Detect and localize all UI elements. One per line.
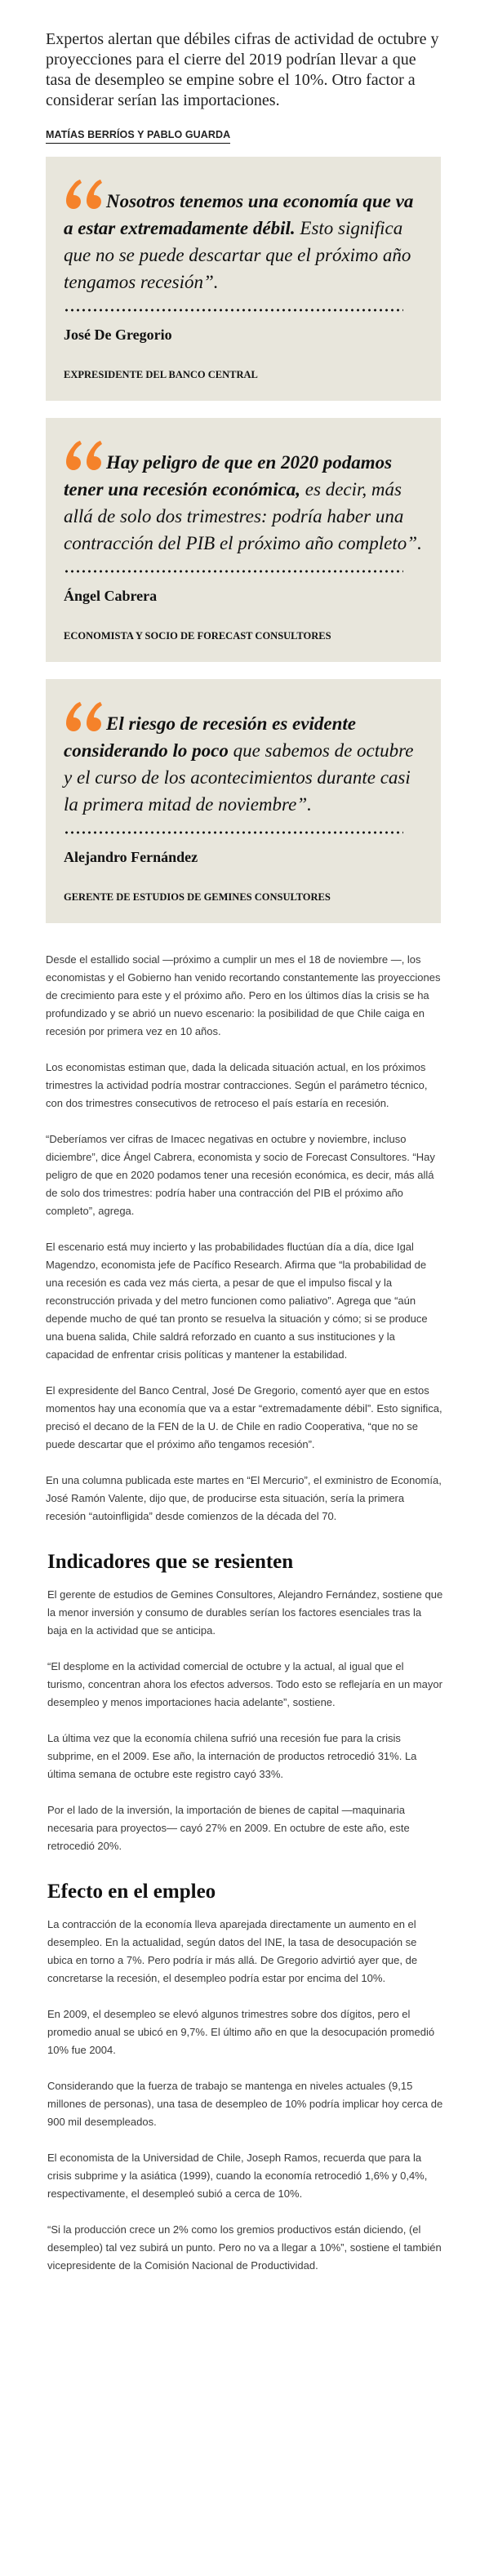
article-body — [46, 951, 442, 2275]
body-paragraph: “Si la producción crece un 2% como los gremios productivos están diciendo, (el desempleo) tal vez subirá un punto. Pero no va a llegar a 10%”, sostiene el también vicepresidente de la Comisión Nacional de Productividad. — [47, 2223, 442, 2272]
body-paragraph: En una columna publicada este martes en “El Mercurio”, el exministro de Economía, José Ramón Valente, dijo que, de producirse esta situación, sería la primera recesión “autoinfligida” desde comienzos de la década del 70. — [46, 1474, 442, 1522]
dotted-divider — [64, 309, 403, 312]
body-paragraph: La contracción de la economía lleva aparejada directamente un aumento en el desempleo. En la actualidad, según datos del INE, la tasa de desocupación se ubica en torno a 7%. Pero podría ir más allá. De Gregorio advirtió ayer que, de concretarse la recesión, el desempleo podría estar por encima del 10%. — [47, 1918, 418, 1984]
section-indicadores — [46, 1550, 442, 1855]
author-byline[interactable]: MATÍAS BERRÍOS Y PABLO GUARDA — [46, 129, 230, 144]
quote-author-name: Ángel Cabrera — [64, 588, 158, 604]
section-efecto-empleo — [46, 1880, 442, 2275]
body-paragraph: Por el lado de la inversión, la importación de bienes de capital —maquinaria necesaria para proyectos— cayó 27% en 2009. En octubre de este año, este retrocedió 20%. — [47, 1804, 410, 1852]
body-paragraph: El escenario está muy incierto y las probabilidades fluctúan día a día, dice Igal Magendzo, economista jefe de Pacífico Research. Afirma que “la probabilidad de una recesión es cada vez más cierta, a pesar de que el impulso fiscal y la reconstrucción privada y del metro funcionen como paliativo”. Agrega que “aún depende mucho de qué tan pronto se resuelva la situación y cómo; si se produce una buena salida, Chile saldrá reforzado en cuanto a sus instituciones y la capacidad de enfrentar crisis políticas y mantener la estabilidad. — [46, 1241, 428, 1361]
pull-quote-bold: El riesgo de recesión es evidente considerando lo poco — [64, 713, 356, 761]
pull-quote-box — [46, 679, 441, 923]
body-paragraph: Los economistas estiman que, dada la delicada situación actual, en los próximos trimestres la actividad podría mostrar contracciones. Según el parámetro técnico, con dos trimestres consecutivos de retroceso el país estaría en recesión. — [46, 1061, 428, 1109]
body-paragraph: Considerando que la fuerza de trabajo se mantenga en niveles actuales (9,15 millones de personas), una tasa de desempleo de 10% podría implicar hoy cerca de 900 mil desempleados. — [47, 2080, 443, 2128]
quote-author-role: ECONOMISTA Y SOCIO DE FORECAST CONSULTORES — [64, 630, 331, 642]
pull-quote-box — [46, 418, 441, 662]
quote-mark-icon — [64, 700, 104, 733]
pull-quote-rest: que sabemos de octubre y el curso de los acontecimientos durante casi la primera mitad de noviembre”. — [64, 740, 414, 815]
dotted-divider — [64, 570, 403, 573]
pull-quote-bold: Nosotros tenemos una economía que va a estar extremadamente débil. — [64, 191, 414, 238]
quote-author-name: Alejandro Fernández — [64, 849, 198, 865]
pull-quote-rest: Esto significa que no se puede descartar que el próximo año tengamos recesión”. — [64, 218, 411, 292]
quote-author-role: GERENTE DE ESTUDIOS DE GEMINES CONSULTORES — [64, 891, 331, 903]
body-paragraph: La última vez que la economía chilena sufrió una recesión fue para la crisis subprime, en el 2009. Ese año, la internación de productos retrocedió 31%. La última semana de octubre este registro cayó 33%. — [47, 1732, 417, 1780]
body-paragraph: “El desplome en la actividad comercial de octubre y la actual, al igual que el turismo, concentran ahora los efectos adversos. Todo esto se reflejaría en un mayor desempleo y menos importaciones hacia adelante”, sostiene. — [47, 1660, 442, 1708]
body-paragraph: “Deberíamos ver cifras de Imacec negativas en octubre y noviembre, incluso diciembre”, dice Ángel Cabrera, economista y socio de Forecast Consultores. “Hay peligro de que en 2020 podamos tener una recesión económica, es decir, más allá de solo dos trimestres: podría haber una contracción del PIB el próximo año completo”, agrega. — [46, 1133, 435, 1217]
dotted-divider — [64, 831, 403, 834]
body-paragraph: El economista de la Universidad de Chile, Joseph Ramos, recuerda que para la crisis subprime y la asiática (1999), cuando la economía retrocedió 1,6% y 0,4%, respectivamente, el desempleó subió a cerca de 10%. — [47, 2152, 428, 2200]
body-paragraph: Desde el estallido social —próximo a cumplir un mes el 18 de noviembre —, los economistas y el Gobierno han venido recortando constantemente las proyecciones de crecimiento para este y el próximo año. Pero en los últimos días la crisis se ha profundizado y se abrió un nuevo escenario: la posibilidad de que Chile caiga en recesión por primera vez en 10 años. — [46, 953, 441, 1037]
pull-quote-text — [64, 700, 423, 818]
quote-mark-icon — [64, 178, 104, 211]
quote-mark-icon — [64, 439, 104, 472]
section-heading: Efecto en el empleo — [47, 1881, 216, 1903]
quote-author-name: José De Gregorio — [64, 326, 172, 343]
article-column — [46, 0, 442, 2293]
article-lead: Expertos alertan que débiles cifras de actividad de octubre y proyecciones para el cierre del 2019 podrían llevar a que tasa de desempleo se empine sobre el 10%. Otro factor a considerar serían las importaciones. — [46, 30, 439, 109]
body-paragraph: En 2009, el desempleo se elevó algunos trimestres sobre dos dígitos, pero el promedio anual se ubicó en 9,7%. El último año en que la desocupación promedió 10% fue 2004. — [47, 2008, 435, 2056]
pull-quote-rest: es decir, más allá de solo dos trimestres: podría haber una contracción del PIB el próximo año completo”. — [64, 479, 422, 553]
pull-quote-bold: Hay peligro de que en 2020 podamos tener una recesión económica, — [64, 452, 393, 500]
byline-container — [46, 127, 442, 144]
pull-quote-box — [46, 157, 441, 401]
pull-quote-text — [64, 439, 423, 557]
pull-quote-text — [64, 178, 423, 295]
body-paragraph: El gerente de estudios de Gemines Consultores, Alejandro Fernández, sostiene que la menor inversión y consumo de durables serían los factores esenciales tras la baja en la actividad que se anticipa. — [47, 1588, 443, 1637]
section-heading: Indicadores que se resienten — [47, 1551, 294, 1573]
quote-author-role: EXPRESIDENTE DEL BANCO CENTRAL — [64, 369, 258, 380]
body-paragraph: El expresidente del Banco Central, José De Gregorio, comentó ayer que en estos momentos hay una economía que va a estar “extremadamente débil”. Esto significa, precisó el decano de la FEN de la U. de Chile en radio Cooperativa, “que no se puede descartar que el próximo año tengamos recesión”. — [46, 1384, 442, 1450]
